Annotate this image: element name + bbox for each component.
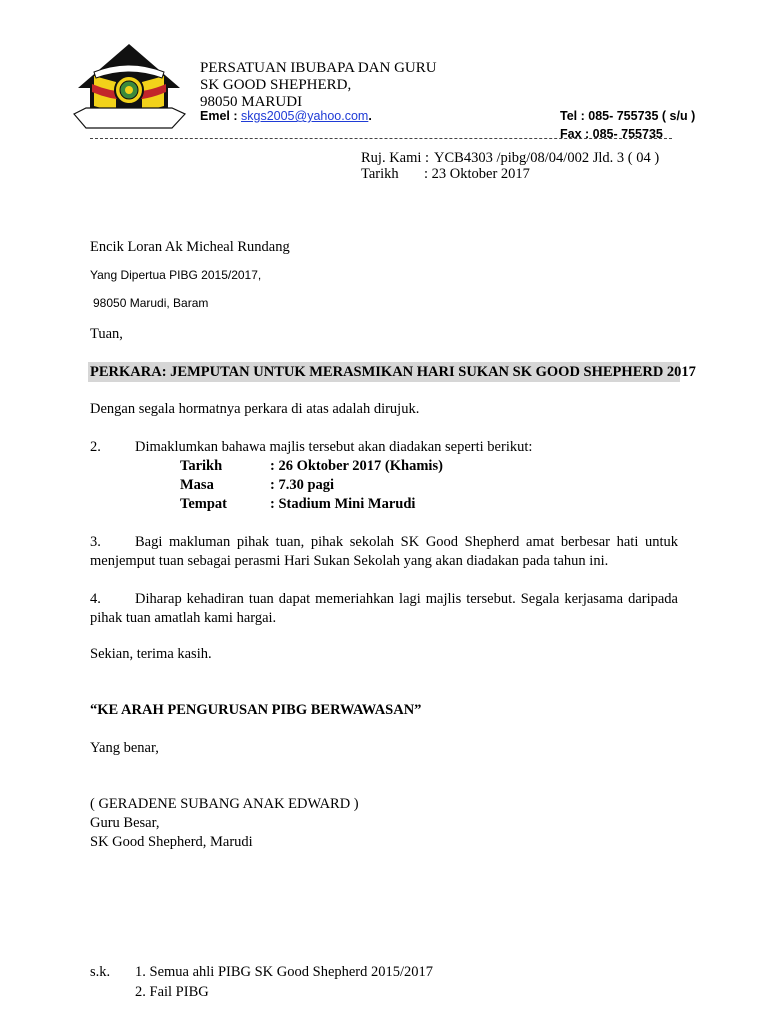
email-label: Emel : — [200, 109, 238, 123]
p2-number: 2. — [90, 439, 101, 455]
paragraph-3 — [90, 533, 678, 571]
detail-value-masa: : 7.30 pagi — [270, 477, 335, 493]
p3-number: 3. — [90, 534, 101, 550]
salutation: Tuan, — [90, 326, 123, 342]
motto: “KE ARAH PENGURUSAN PIBG BERWAWASAN” — [90, 702, 422, 718]
paragraph-4 — [90, 590, 678, 628]
tel-number: Tel : 085- 755735 ( s/u ) — [560, 109, 696, 123]
org-name: PERSATUAN IBUBAPA DAN GURU — [200, 60, 437, 76]
signatory-school: SK Good Shepherd, Marudi — [90, 834, 253, 850]
org-postcode: 98050 MARUDI — [200, 94, 303, 110]
p4-text: Diharap kehadiran tuan dapat memeriahkan lagi majlis tersebut. Segala kerjasama daripada pihak tuan amatlah kami hargai. — [90, 591, 678, 626]
signatory-name: ( GERADENE SUBANG ANAK EDWARD ) — [90, 796, 359, 812]
email-row — [200, 109, 372, 123]
org-school: SK GOOD SHEPHERD, — [200, 77, 352, 93]
detail-value-tempat: : Stadium Mini Marudi — [270, 496, 416, 512]
header-divider — [90, 138, 672, 139]
ref-tarikh-value: : 23 Oktober 2017 — [424, 166, 530, 182]
detail-label-masa: Masa — [180, 477, 214, 493]
sign-off: Yang benar, — [90, 740, 159, 756]
recipient-name: Encik Loran Ak Micheal Rundang — [90, 239, 290, 255]
p3-text: Bagi makluman pihak tuan, pihak sekolah SK Good Shepherd amat berbesar hati untuk menjemput tuan sebagai perasmi Hari Sukan Sekolah yang akan diadakan pada tahun ini. — [90, 534, 678, 569]
ref-ruj-label: Ruj. Kami : — [361, 150, 430, 166]
closing-line: Sekian, terima kasih. — [90, 646, 212, 662]
cc-item: 1. Semua ahli PIBG SK Good Shepherd 2015/2017 — [135, 964, 434, 980]
intro-paragraph: Dengan segala hormatnya perkara di atas adalah dirujuk. — [90, 401, 420, 417]
pibg-logo-emblem — [72, 42, 187, 130]
recipient-title: Yang Dipertua PIBG 2015/2017, — [90, 268, 262, 282]
p4-number: 4. — [90, 591, 101, 607]
ref-ruj-value: YCB4303 /pibg/08/04/002 Jld. 3 ( 04 ) — [434, 150, 660, 166]
cc-label: s.k. — [90, 964, 111, 980]
subject-line: PERKARA: JEMPUTAN UNTUK MERASMIKAN HARI SUKAN SK GOOD SHEPHERD 2017 — [90, 364, 696, 380]
email-link[interactable]: skgs2005@yahoo.com — [241, 109, 369, 123]
detail-label-tarikh: Tarikh — [180, 458, 223, 474]
detail-label-tempat: Tempat — [180, 496, 227, 512]
fax-number: Fax : 085- 755735 — [560, 127, 663, 141]
recipient-address: 98050 Marudi, Baram — [93, 296, 209, 310]
email-suffix: . — [368, 109, 372, 123]
cc-item: 2. Fail PIBG — [135, 984, 209, 1000]
detail-value-tarikh: : 26 Oktober 2017 (Khamis) — [270, 458, 443, 474]
ref-tarikh-label: Tarikh — [361, 166, 399, 182]
p2-text: Dimaklumkan bahawa majlis tersebut akan diadakan seperti berikut: — [135, 439, 533, 455]
pibg-logo — [72, 42, 187, 130]
signatory-position: Guru Besar, — [90, 815, 160, 831]
